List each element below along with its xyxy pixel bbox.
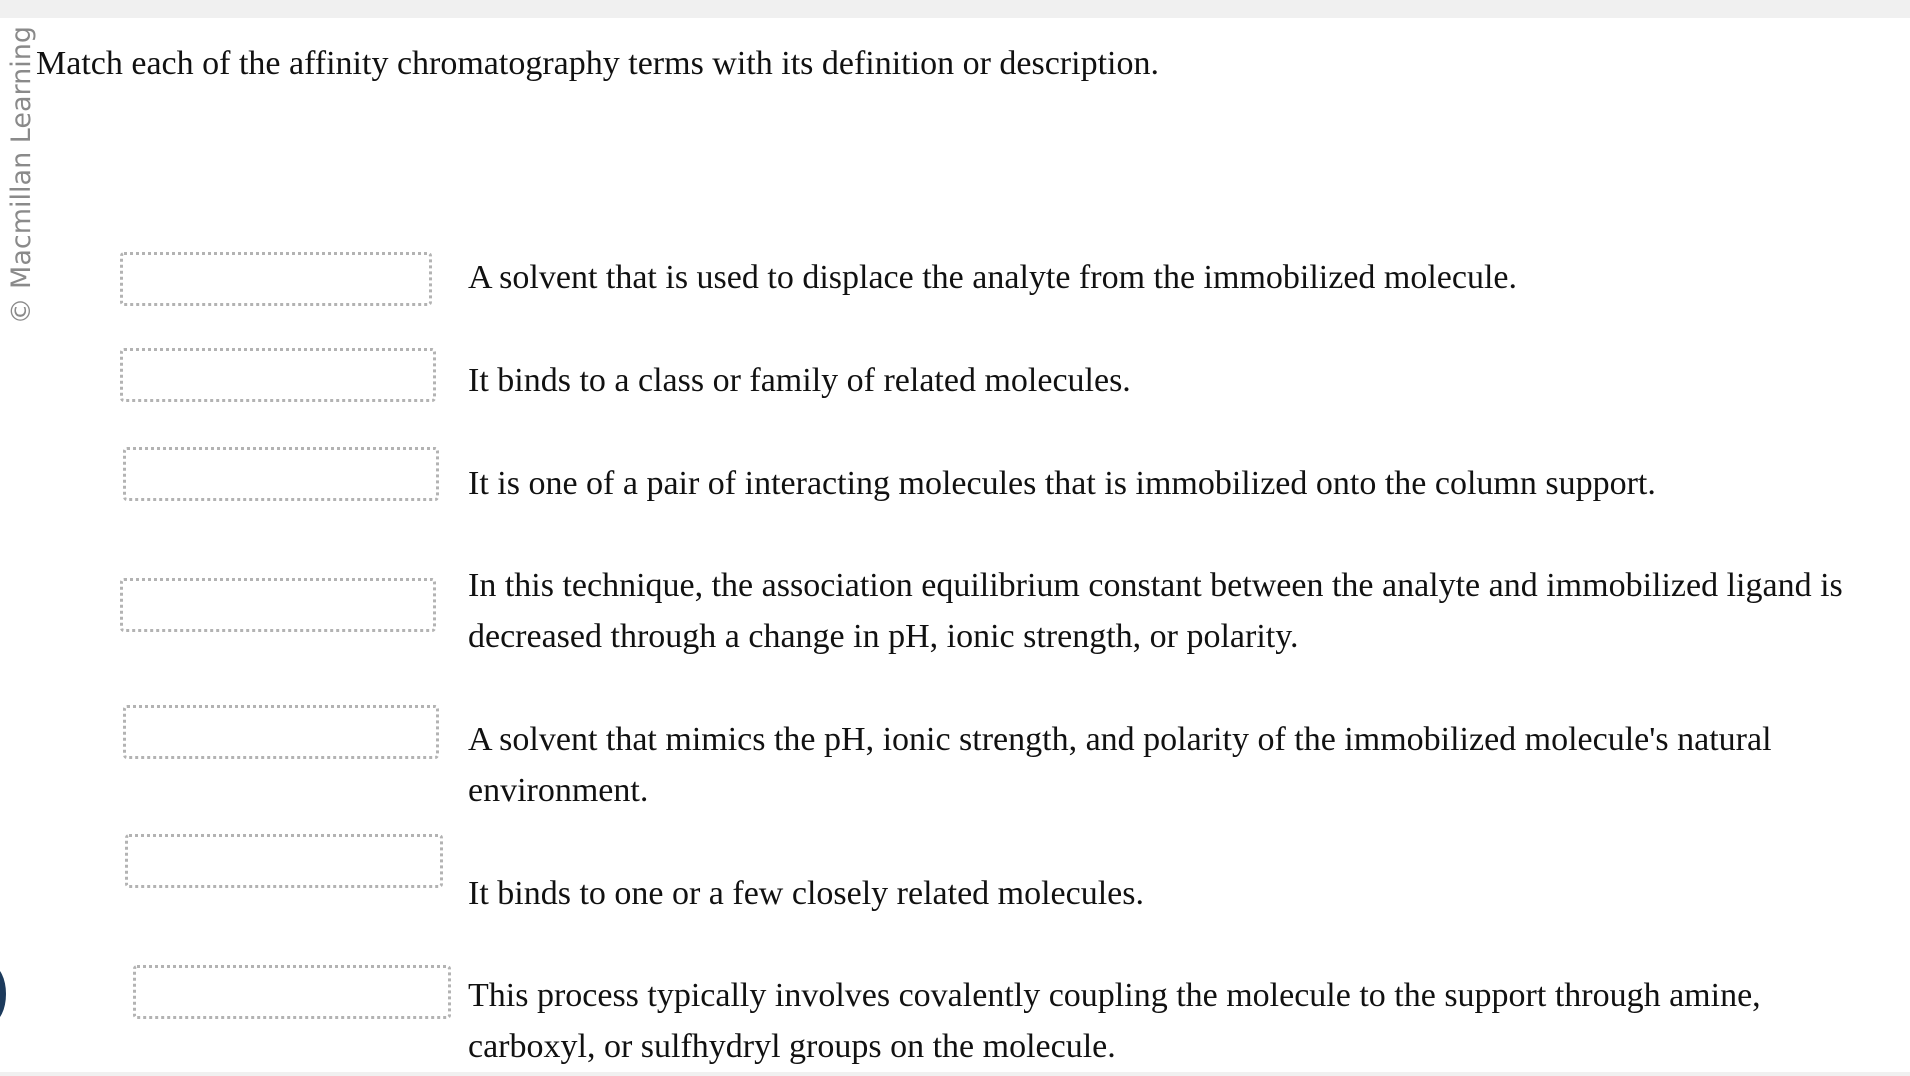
side-indicator [0, 966, 6, 1022]
question-panel [0, 18, 1910, 1072]
definition-2: It binds to a class or family of related molecules. [468, 362, 1131, 399]
drop-target-6[interactable] [125, 834, 443, 888]
drop-target-7[interactable] [133, 965, 451, 1019]
definition-7: This process typically involves covalently coupling the molecule to the support through amine, carboxyl, or sulfhydryl groups on the molecule. [468, 977, 1761, 1065]
definition-3: It is one of a pair of interacting molecules that is immobilized onto the column support. [468, 465, 1656, 502]
copyright-watermark: © Macmillan Learning [6, 26, 37, 325]
definition-4: In this technique, the association equilibrium constant between the analyte and immobilized ligand is decreased through a change in pH, ionic strength, or polarity. [468, 567, 1843, 655]
drop-target-1[interactable] [120, 252, 432, 306]
definition-6: It binds to one or a few closely related molecules. [468, 875, 1144, 912]
question-prompt: Match each of the affinity chromatography terms with its definition or description. [36, 45, 1159, 82]
definition-5: A solvent that mimics the pH, ionic strength, and polarity of the immobilized molecule's natural environment. [468, 721, 1772, 809]
drop-target-3[interactable] [123, 447, 439, 501]
drop-target-5[interactable] [123, 705, 439, 759]
drop-target-4[interactable] [120, 578, 436, 632]
definition-1: A solvent that is used to displace the analyte from the immobilized molecule. [468, 259, 1518, 296]
drop-target-2[interactable] [120, 348, 436, 402]
